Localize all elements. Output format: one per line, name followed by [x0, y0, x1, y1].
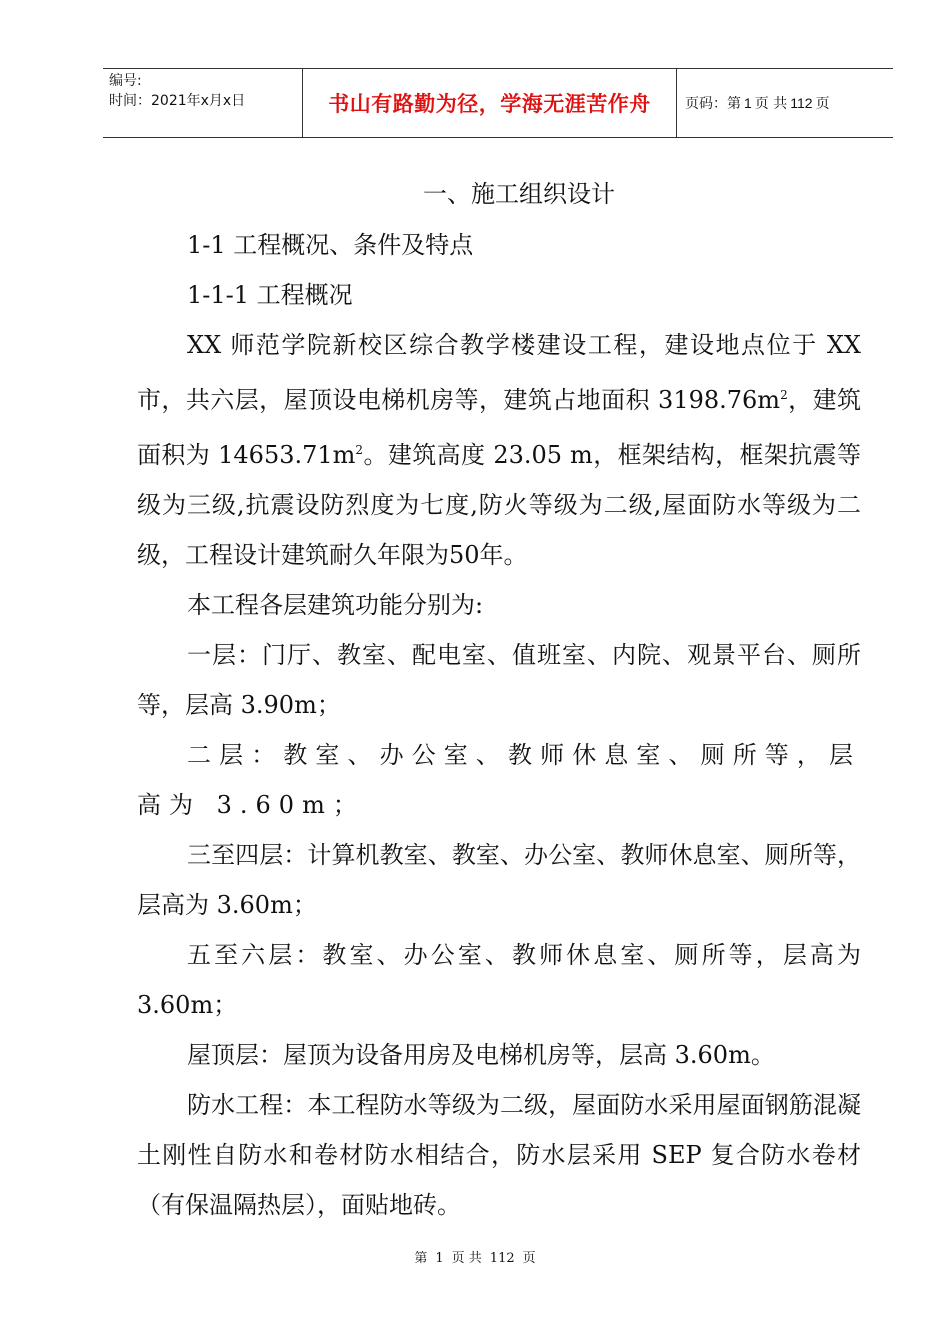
footer-prefix: 第 — [414, 1251, 428, 1266]
page-suffix: 页 — [815, 96, 830, 112]
heading-1: 1-1 工程概况、条件及特点 — [187, 231, 474, 259]
header-meta — [103, 69, 303, 137]
footer-mid: 页 共 — [451, 1251, 482, 1266]
overview-part-c: 。建筑高度 23.05 m，框架结构，框架抗震等级为三级,抗震设防烈度为七度,防火等级为二级,屋面防水等级为二级，工程设计建筑耐久年限为50年。 — [137, 441, 861, 569]
overview-part-b: ，建筑面积为 14653.71m — [137, 386, 862, 469]
paragraph-floor-5-6: 五至六层：教室、办公室、教师休息室、厕所等，层高为 3.60m； — [137, 941, 861, 1019]
page-total: 112 — [790, 95, 813, 111]
header-slogan — [303, 69, 677, 137]
page-prefix: 页码：第 — [685, 96, 741, 112]
paragraph-waterproofing: 防水工程：本工程防水等级为二级，屋面防水采用屋面钢筋混凝土刚性自防水和卷材防水相结合，防水层采用 SEP 复合防水卷材（有保温隔热层），面贴地砖。 — [137, 1091, 861, 1219]
slogan-text: 书山有路勤为径，学海无涯苦作舟 — [328, 92, 651, 116]
superscript-1: 2 — [780, 388, 788, 402]
page-mid: 页 共 — [754, 96, 788, 112]
paragraph-floor-1: 一层：门厅、教室、配电室、值班室、内院、观景平台、厕所等，层高 3.90m； — [137, 641, 861, 719]
time-label: 时间：2021年x月x日 — [109, 93, 246, 109]
page-number: 1 — [744, 95, 752, 111]
footer-total: 112 — [489, 1251, 515, 1266]
heading-2: 1-1-1 工程概况 — [187, 281, 353, 309]
overview-part-a: XX 师范学院新校区综合教学楼建设工程，建设地点位于 XX 市，共六层，屋顶设电梯机房等，建筑占地面积 3198.76m — [137, 331, 861, 414]
header-page-info — [677, 69, 893, 137]
paragraph-overview — [137, 320, 861, 580]
footer-suffix: 页 — [522, 1251, 536, 1266]
footer-page-number: 1 — [435, 1251, 444, 1266]
section-title: 一、施工组织设计 — [423, 180, 615, 208]
document-body — [137, 168, 861, 1230]
page-header — [103, 68, 893, 138]
paragraph-roof: 屋顶层：屋顶为设备用房及电梯机房等，层高 3.60m。 — [187, 1041, 775, 1069]
paragraph-floor-intro: 本工程各层建筑功能分别为: — [187, 591, 484, 619]
serial-label: 编号: — [109, 73, 142, 89]
superscript-2: 2 — [355, 443, 364, 457]
page-footer — [0, 1247, 950, 1266]
paragraph-floor-2: 二层：教室、办公室、教师休息室、厕所等，层高为 3.60m； — [137, 741, 861, 819]
paragraph-floor-3-4: 三至四层：计算机教室、教室、办公室、教师休息室、厕所等，层高为 3.60m； — [137, 841, 861, 919]
